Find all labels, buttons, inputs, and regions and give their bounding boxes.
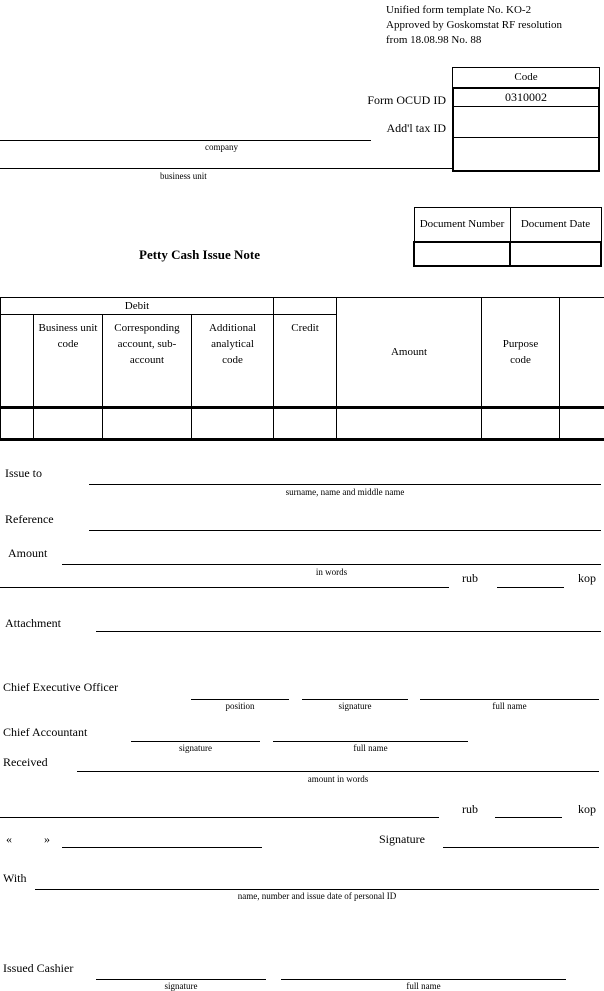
ocud-label: Form OCUD ID	[367, 93, 446, 107]
amount-column-header: Amount	[337, 298, 482, 408]
amount-label: Amount	[8, 546, 48, 560]
amount-in-words-caption: amount in words	[307, 774, 369, 784]
business-unit-caption: business unit	[160, 171, 207, 181]
credit-header-top-cell	[274, 298, 337, 315]
purpose-code-column-header: Purpose code	[482, 298, 560, 408]
code-values-box	[452, 87, 600, 172]
received-label: Received	[3, 755, 48, 769]
cashier-signature-caption: signature	[164, 981, 198, 991]
extra-code-cell[interactable]	[454, 138, 598, 169]
approval-line-1: Unified form template No. KO-2	[386, 4, 532, 16]
personal-id-caption: name, number and issue date of personal ID	[237, 891, 397, 901]
entry-cell-amount[interactable]	[337, 408, 482, 440]
entry-cell-analytical-code[interactable]	[192, 408, 274, 440]
with-label: With	[3, 871, 27, 885]
analytical-code-column-header: Additional analytical code	[192, 315, 274, 408]
ocud-code-value: 0310002	[454, 89, 598, 107]
received-continuation-field[interactable]	[0, 817, 439, 818]
company-field[interactable]	[0, 140, 371, 141]
accounting-entries-table	[0, 297, 604, 441]
document-info-table	[413, 207, 602, 267]
unlabeled-column-header	[560, 298, 604, 408]
date-field[interactable]	[62, 847, 262, 848]
entry-cell-credit[interactable]	[274, 408, 337, 440]
document-number-cell[interactable]	[414, 242, 510, 266]
accountant-signature-field[interactable]	[131, 741, 260, 742]
cashier-signature-field[interactable]	[96, 979, 266, 980]
signature-field[interactable]	[443, 847, 599, 848]
entry-cell-purpose-code[interactable]	[482, 408, 560, 440]
attachment-field[interactable]	[96, 631, 601, 632]
signature-label: Signature	[379, 832, 425, 846]
issued-cashier-label: Issued Cashier	[3, 961, 74, 975]
company-caption: company	[205, 142, 238, 152]
entry-cell-extra[interactable]	[560, 408, 604, 440]
issue-to-field[interactable]	[89, 484, 601, 485]
amount-continuation-field[interactable]	[0, 587, 449, 588]
kopeck-field-2[interactable]	[495, 817, 562, 818]
document-date-header: Document Date	[510, 208, 601, 243]
approval-line-2: Approved by Goskomstat RF resolution	[386, 19, 562, 31]
personal-id-field[interactable]	[35, 889, 599, 890]
issue-to-label: Issue to	[5, 466, 42, 480]
kop-label-2: kop	[578, 802, 596, 816]
date-quote-close: »	[44, 832, 50, 846]
cashier-fullname-caption: full name	[406, 981, 441, 991]
entry-cell-row-number[interactable]	[1, 408, 34, 440]
debit-header: Debit	[1, 298, 274, 315]
page-title: Petty Cash Issue Note	[139, 247, 260, 262]
reference-field[interactable]	[89, 530, 601, 531]
ceo-signature-caption: signature	[338, 701, 372, 711]
cashier-fullname-field[interactable]	[281, 979, 566, 980]
credit-column-header: Credit	[274, 315, 337, 408]
ceo-label: Chief Executive Officer	[3, 680, 119, 694]
kop-label-1: kop	[578, 571, 596, 585]
rub-label-2: rub	[462, 802, 478, 816]
amount-words-field[interactable]	[62, 564, 601, 565]
rub-label-1: rub	[462, 571, 478, 585]
accountant-fullname-caption: full name	[353, 743, 388, 753]
document-date-cell[interactable]	[510, 242, 601, 266]
corresponding-account-column-header: Corresponding account, sub-account	[103, 315, 192, 408]
ceo-position-field[interactable]	[191, 699, 289, 700]
tax-id-cell[interactable]	[454, 107, 598, 138]
ceo-position-caption: position	[225, 701, 255, 711]
tax-id-label: Add'l tax ID	[386, 121, 446, 135]
ceo-fullname-field[interactable]	[420, 699, 599, 700]
surname-caption: surname, name and middle name	[285, 487, 405, 497]
ceo-signature-field[interactable]	[302, 699, 408, 700]
date-quote-open: «	[6, 832, 12, 846]
business-unit-code-column-header: Business unit code	[34, 315, 103, 408]
approval-line-3: from 18.08.98 No. 88	[386, 34, 482, 46]
accountant-label: Chief Accountant	[3, 725, 88, 739]
received-field[interactable]	[77, 771, 599, 772]
document-number-header: Document Number	[414, 208, 510, 243]
accountant-fullname-field[interactable]	[273, 741, 468, 742]
business-unit-field[interactable]	[0, 168, 452, 169]
accountant-signature-caption: signature	[179, 743, 212, 753]
entry-cell-business-unit-code[interactable]	[34, 408, 103, 440]
kopeck-field-1[interactable]	[497, 587, 564, 588]
in-words-caption: in words	[315, 567, 348, 577]
entry-cell-corresponding-account[interactable]	[103, 408, 192, 440]
code-header-cell: Code	[452, 67, 600, 88]
reference-label: Reference	[5, 512, 54, 526]
ceo-fullname-caption: full name	[492, 701, 527, 711]
attachment-label: Attachment	[5, 616, 61, 630]
row-number-column-header	[1, 315, 34, 408]
approval-block	[386, 3, 602, 48]
